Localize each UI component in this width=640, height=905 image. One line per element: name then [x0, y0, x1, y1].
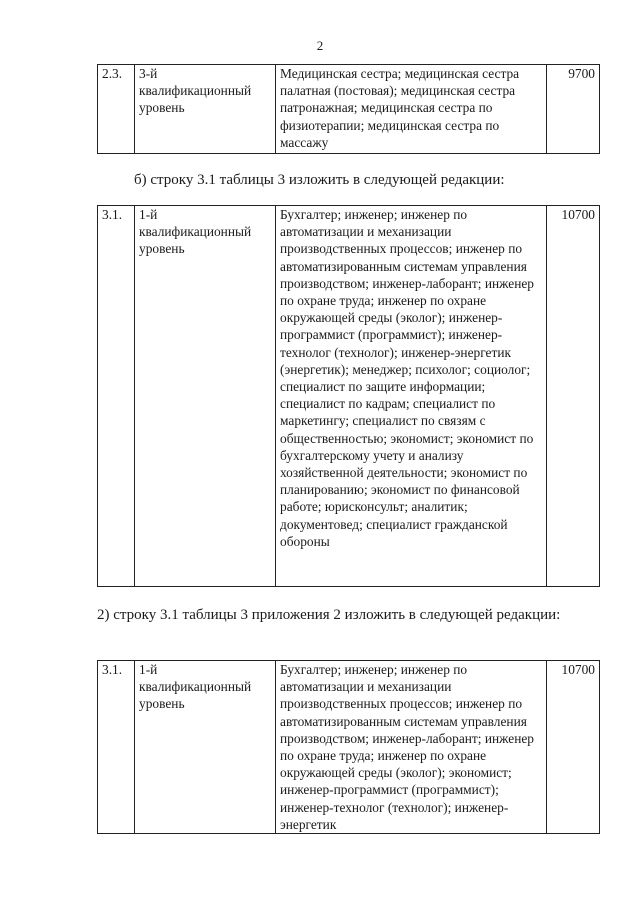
table-row-2-3 — [97, 64, 600, 154]
table-row — [98, 65, 600, 154]
row-number: 3.1. — [98, 661, 135, 834]
positions-list: Медицинская сестра; медицинская сестра палатная (постовая); медицинская сестра патронажная; медицинская сестра по физиотерапии; медицинская сестра по массажу — [276, 65, 547, 154]
positions-list: Бухгалтер; инженер; инженер по автоматизации и механизации производственных процессов; инженер по автоматизированным системам управления производством; инженер-лаборант; инженер по охране труда; инженер по охране окружающей среды (эколог); экономист; инженер-программист (программист); инженер-технолог (технолог); инженер-энергетик — [276, 661, 547, 834]
qualification-level: 3-й квалификационный уровень — [135, 65, 276, 154]
salary-value: 10700 — [547, 206, 600, 587]
positions-list: Бухгалтер; инженер; инженер по автоматизации и механизации производственных процессов; инженер по автоматизированным системам управления производством; инженер-лаборант; инженер по охране труда; инженер по охране окружающей среды (эколог); инженер-программист (программист); инженер-технолог (технолог); инженер-энергетик (энергетик); менеджер; психолог; социолог; специалист по защите информации; специалист по кадрам; специалист по маркетингу; специалист по связям с общественностью; экономист; экономист по бухгалтерскому учету и анализу хозяйственной деятельности; экономист по планированию; экономист по финансовой работе; юрисконсульт; аналитик; документовед; специалист гражданской обороны — [276, 206, 547, 587]
qualification-level: 1-й квалификационный уровень — [135, 206, 276, 587]
page-number: 2 — [316, 38, 324, 53]
table-row — [98, 206, 600, 587]
salary-value: 9700 — [547, 65, 600, 154]
qualification-level: 1-й квалификационный уровень — [135, 661, 276, 834]
instruction-paragraph-2: 2) строку 3.1 таблицы 3 приложения 2 изложить в следующей редакции: — [97, 607, 561, 623]
table-row — [98, 661, 600, 834]
table-row-3-1-appendix-2 — [97, 660, 600, 834]
salary-value: 10700 — [547, 661, 600, 834]
table-row-3-1-b — [97, 205, 600, 587]
row-number: 3.1. — [98, 206, 135, 587]
instruction-paragraph-b: б) строку 3.1 таблицы 3 изложить в следующей редакции: — [134, 172, 505, 188]
row-number: 2.3. — [98, 65, 135, 154]
